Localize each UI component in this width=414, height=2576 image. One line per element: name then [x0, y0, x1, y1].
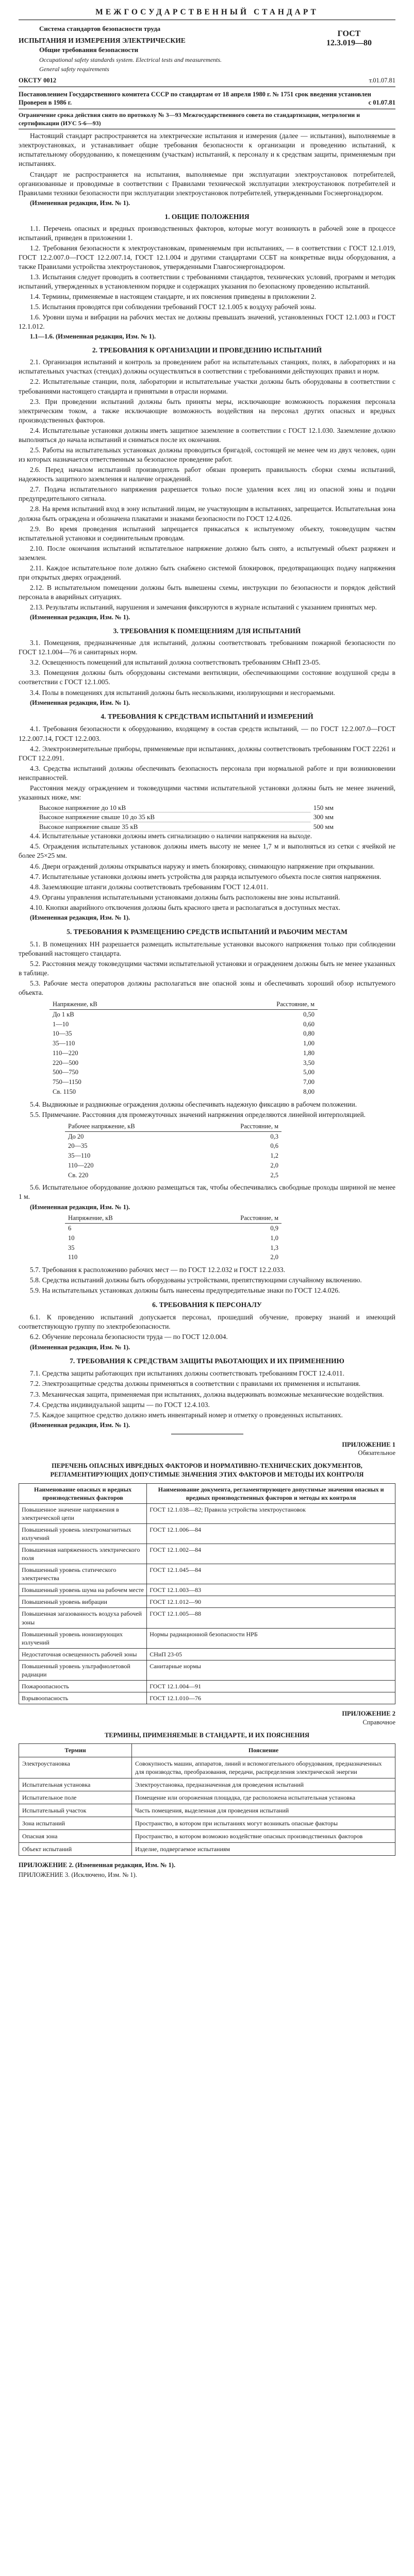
table-cell-label: Повышенный уровень ультрафиолетовой радиации [19, 1660, 147, 1680]
table-cell-label: Недостаточная освещенность рабочей зоны [19, 1648, 147, 1660]
section-paragraph: 4.8. Заземляющие штанги должны соответствовать требованиям ГОСТ 12.4.011. [30, 883, 269, 891]
table-cell-label: Повышенный уровень ионизирующих излучений [19, 1628, 147, 1648]
section-paragraph: 5.7. Требования к расположению рабочих мест — по ГОСТ 12.2.032 и ГОСТ 12.2.033. [30, 1266, 285, 1274]
section-7-body [19, 1369, 395, 1429]
table-row [65, 1151, 281, 1161]
standard-band: МЕЖГОСУДАРСТВЕННЫЙ СТАНДАРТ [19, 7, 395, 20]
section-paragraph: 6.1. К проведению испытаний допускается персонал, прошедший обучение, проверку знаний и имеющий соответствующую группу по электробезопасности. [19, 1313, 395, 1331]
amendment-note: (Измененная редакция, Изм. № 1). [30, 699, 130, 706]
validity-label: Проверен в 1986 г. [19, 99, 72, 107]
table-cell-label: 35—110 [68, 1152, 91, 1160]
header-left [19, 24, 303, 73]
distances-intro: Расстояния между ограждением и токоведущими частями испытательной установки должны быть не менее значений, указанных ниже, мм: [19, 784, 395, 801]
table-cell-value: ГОСТ 12.1.006—84 [147, 1523, 395, 1544]
section-paragraph: 2.12. В испытательном помещении должны быть вывешены схемы, инструкции по безопасности и порядок действий персонала в аварийных ситуациях. [19, 584, 395, 601]
section-paragraph: 2.6. Перед началом испытаний производитель работ обязан проверить правильность сборки схемы испытаний, надежность защитного заземления и наличие ограждений. [19, 466, 395, 483]
section-2-body [19, 358, 395, 622]
table-cell-value: 1,2 [270, 1152, 278, 1160]
table-row [19, 1523, 395, 1544]
section-paragraph: 2.8. На время испытаний вход в зону испытаний лицам, не участвующим в испытаниях, запрещается. Испытательная зона должна быть ограждена и обозначена плакатами и знаками безопасности по ГОСТ 12.4.026. [19, 505, 395, 522]
table-header: Наименование документа, регламентирующего допустимые значения опасных и вредных производственных факторов и методы их контроля [147, 1483, 395, 1503]
table-cell-value: Помещение или огороженная площадка, где расположена испытательная установка [132, 1791, 395, 1804]
table-header: Наименование опасных и вредных производственных факторов [19, 1483, 147, 1503]
table-cell-label: Объект испытаний [19, 1843, 132, 1856]
appendix-amendment-note: ПРИЛОЖЕНИЕ 2. (Измененная редакция, Изм. № 1). [19, 1861, 176, 1869]
section-paragraph: 4.6. Двери ограждений должны открываться наружу и иметь блокировку, снимающую напряжение при открывании. [30, 862, 375, 870]
table-row [19, 1503, 395, 1523]
section-paragraph: 2.2. Испытательные станции, поля, лаборатории и испытательные участки должны быть оборудованы в соответствии с требованиями настоящего стандарта и принятыми в отрасли нормами. [19, 378, 395, 395]
section-paragraph: 3.2. Освещенность помещений для испытаний должна соответствовать требованиям СНиП 23-05. [30, 658, 321, 667]
distances-list [19, 803, 395, 832]
section-title: 4. ТРЕБОВАНИЯ К СРЕДСТВАМ ИСПЫТАНИЙ И ИЗМЕРЕНИЙ [101, 713, 313, 721]
amendment-note: (Измененная редакция, Изм. № 1). [30, 614, 130, 621]
table-row [19, 1564, 395, 1584]
section-title: 6. ТРЕБОВАНИЯ К ПЕРСОНАЛУ [152, 1301, 262, 1309]
distance-table-3 [65, 1213, 281, 1262]
amendment-note: 1.1—1.6. (Измененная редакция, Изм. № 1). [30, 333, 156, 341]
table-row [19, 1791, 395, 1804]
table-row [19, 1843, 395, 1856]
section-6-body [19, 1313, 395, 1351]
gost-designation [303, 24, 395, 48]
table-row [19, 1596, 395, 1608]
distance-label: Высокое напряжение свыше 35 кВ [39, 822, 310, 832]
table-cell-label: Пожароопасность [19, 1681, 147, 1692]
table-cell-value: 0,50 [303, 1010, 314, 1018]
table-cell-label: 10 [68, 1234, 75, 1242]
section-paragraph: 2.9. Во время проведения испытаний запрещается прикасаться к испытуемому объекту, токоведущим частям испытательной установки и соединительным проводам. [19, 524, 395, 542]
decree-text: Постановлением Государственного комитета СССР по стандартам от 18 апреля 1980 г. № 1751 срок введения установлен [19, 90, 371, 98]
table-cell-value: Нормы радиационной безопасности НРБ [147, 1628, 395, 1648]
section-paragraph: 2.3. При проведении испытаний должны быть приняты меры, исключающие возможность поражения персонала электрическим током, а также исключающие возможность воздействия на персонал других опасных и вредных производственных факторов. [19, 397, 395, 424]
table-row [65, 1141, 281, 1151]
section-paragraph: 5.1. В помещениях НН разрешается размещать испытательные установки высокого напряжения только при соблюдении требований настоящего стандарта. [19, 940, 395, 957]
section-paragraph: 4.1. Требования безопасности к оборудованию, входящему в состав средств испытаний, — по ГОСТ 12.2.007.0—ГОСТ 12.2.007.14, ГОСТ 12.2.003. [19, 725, 395, 742]
table-cell-value: СНиП 23-05 [147, 1648, 395, 1660]
intro-paragraph: Стандарт не распространяется на испытания, выполняемые при эксплуатации электроустановок потребителей, организованные и проводимые в соответствии с Правилами технической эксплуатации электроустановок потребителей и Правилами техники безопасности при эксплуатации электроустановок потребителей, утвержденными Госэнергонадзором. [19, 170, 395, 197]
table-cell-value: 8,00 [303, 1088, 314, 1095]
okstu-label: ОКСТУ 0012 [19, 76, 57, 84]
section-paragraph: 1.6. Уровни шума и вибрации на рабочих местах не должны превышать значений, установленных ГОСТ 12.1.003 и ГОСТ 12.1.012. [19, 313, 395, 331]
table-row [49, 1077, 318, 1087]
table-cell-label: Повышенный уровень статического электричества [19, 1564, 147, 1584]
table-row [19, 1648, 395, 1660]
appendix-1-label: ПРИЛОЖЕНИЕ 1 [342, 1440, 395, 1448]
table-row [65, 1224, 281, 1233]
section-paragraph: 4.9. Органы управления испытательными установками должны быть расположены вне зоны испытаний. [30, 893, 340, 901]
appendix-2-status: Справочное [362, 1718, 395, 1726]
table-row [49, 1048, 318, 1058]
appendix-1-title: ПЕРЕЧЕНЬ ОПАСНЫХ ИВРЕДНЫХ ФАКТОРОВ И НОРМАТИВНО-ТЕХНИЧЕСКИХ ДОКУМЕНТОВ, РЕГЛАМЕНТИРУЮЩИХ ДОПУСТИМЫЕ ЗНАЧЕНИЯ ЭТИХ ФАКТОРОВ И МЕТОДЫ ИХ КОНТРОЛЯ [50, 1462, 364, 1478]
table-header: Расстояние, м [181, 1213, 281, 1223]
table-row [49, 1029, 318, 1039]
table-row [49, 1009, 318, 1019]
table-cell-value: Санитарные нормы [147, 1660, 395, 1680]
table-cell-label: Повышенный уровень шума на рабочем месте [19, 1584, 147, 1596]
okstu-line [19, 75, 395, 87]
table-cell-label: 110 [68, 1253, 78, 1261]
section-paragraph: 4.7. Испытательные установки должны иметь устройства для разряда испытуемого объекта после снятия напряжения. [30, 872, 382, 880]
table-row [19, 1804, 395, 1817]
table-cell-value: ГОСТ 12.1.005—88 [147, 1608, 395, 1628]
table-row [65, 1252, 281, 1262]
table-cell-label: Повышенный уровень вибрации [19, 1596, 147, 1608]
distance-table-2 [65, 1122, 281, 1180]
table-row [49, 1087, 318, 1097]
table-header: Расстояние, м [265, 999, 318, 1009]
table-row [19, 1628, 395, 1648]
amendment-note: (Измененная редакция, Изм. № 1). [30, 199, 130, 207]
section-paragraph: 2.13. Результаты испытаний, нарушения и замечания фиксируются в журнале испытаний с указанием принятых мер. [30, 603, 377, 612]
table-cell-value: Часть помещения, выделенная для проведения испытаний [132, 1804, 395, 1817]
section-paragraph: 3.3. Помещения должны быть оборудованы системами вентиляции, обеспечивающими состояние воздушной среды в соответствии с ГОСТ 12.1.005. [19, 669, 395, 686]
table-cell-label: 20—35 [68, 1142, 88, 1150]
table-cell-value: 0,3 [270, 1132, 278, 1140]
table-cell-value: 1,3 [270, 1244, 278, 1251]
document-title: ИСПЫТАНИЯ И ИЗМЕРЕНИЯ ЭЛЕКТРИЧЕСКИЕ [19, 37, 186, 45]
section-paragraph: 4.3. Средства испытаний должны обеспечивать безопасность персонала при нормальной работе и при возникновении неисправностей. [19, 764, 395, 782]
section-paragraph: 5.3. Рабочие места операторов должны располагаться вне опасной зоны и обеспечивать хороший обзор испытуемого объекта. [19, 979, 395, 997]
distance-label: Высокое напряжение до 10 кВ [39, 803, 310, 812]
table-cell-label: Св. 1150 [53, 1088, 76, 1095]
table-cell-label: Повышенный уровень электромагнитных излучений [19, 1523, 147, 1544]
distance-label: Высокое напряжение свыше 10 до 35 кВ [39, 812, 310, 822]
section-paragraph: 7.4. Средства индивидуальной защиты — по ГОСТ 12.4.103. [30, 1400, 210, 1409]
table-cell-label: Повышенная загазованность воздуха рабочей зоны [19, 1608, 147, 1628]
english-title-1: Occupational safety standards system. Electrical tests and measurements. [39, 56, 222, 63]
table-row [65, 1171, 281, 1180]
table-cell-label: Взрывоопасность [19, 1692, 147, 1704]
section-paragraph: 5.9. На испытательных установках должны быть нанесены предупредительные знаки по ГОСТ 12.4.026. [30, 1286, 340, 1295]
section-paragraph: 5.5. Примечание. Расстояния для промежуточных значений напряжения определяются линейной интерполяцией. [30, 1110, 366, 1118]
table-cell-value: ГОСТ 12.1.004—91 [147, 1681, 395, 1692]
section-title: 1. ОБЩИЕ ПОЛОЖЕНИЯ [164, 212, 250, 221]
okstu-code: т.01.07.81 [369, 76, 395, 84]
table-cell-value: ГОСТ 12.1.002—84 [147, 1544, 395, 1564]
amendment-note: (Измененная редакция, Изм. № 1). [30, 1343, 130, 1351]
table-row [49, 1058, 318, 1068]
section-paragraph: 5.4. Выдвижные и раздвижные ограждения должны обеспечивать надежную фиксацию в рабочем положении. [30, 1100, 357, 1108]
table-cell-label: Электроустановка [19, 1757, 132, 1778]
table-cell-value: 1,80 [303, 1049, 314, 1057]
english-title-2: General safety requirements [39, 65, 109, 73]
section-paragraph: 1.4. Термины, применяемые в настоящем стандарте, и их пояснения приведены в приложении 2. [30, 293, 317, 301]
table-cell-value: 1,0 [270, 1234, 278, 1242]
section-paragraph: 2.1. Организация испытаний и контроль за проведением работ на испытательных станциях, полях, в лабораториях и на испытательных участках (стендах) должны осуществляться в соответствии с требованиями действующих правил и норм. [19, 358, 395, 376]
table-header: Пояснение [132, 1744, 395, 1757]
distance-value: 300 мм [313, 813, 334, 821]
section-paragraph: 7.3. Механическая защита, применяемая при испытаниях, должна выдерживать возможные механические воздействия. [30, 1390, 384, 1398]
table-cell-label: Повышенная напряженность электрического поля [19, 1544, 147, 1564]
section-paragraph: 4.2. Электроизмерительные приборы, применяемые при испытаниях, должны соответствовать требованиям ГОСТ 22261 и ГОСТ 12.2.091. [19, 744, 395, 762]
section-paragraph: 5.2. Расстояния между токоведущими частями испытательной установки и ограждением должны быть не менее указанных в таблице. [19, 959, 395, 977]
document-subtitle: Общие требования безопасности [39, 46, 139, 54]
table-row [65, 1243, 281, 1253]
standards-system: Система стандартов безопасности труда [39, 24, 161, 32]
table-cell-value: 0,9 [270, 1225, 278, 1232]
table-cell-value: ГОСТ 12.1.012—90 [147, 1596, 395, 1608]
section-paragraph: 4.10. Кнопки аварийного отключения должны быть красного цвета и располагаться в доступных местах. [30, 903, 341, 911]
table-cell-value: 2,5 [270, 1171, 278, 1179]
distance-row [19, 822, 395, 832]
table-cell-value: Пространство, в котором при испытаниях могут возникать опасные факторы [132, 1817, 395, 1829]
table-cell-value: 0,6 [270, 1142, 278, 1150]
validity-note: Ограничение срока действия снято по протоколу № 3—93 Межгосударственного совета по стандартизации, метрологии и сертификации (ИУС 5-6—93) [19, 109, 395, 129]
table-row [49, 1067, 318, 1077]
table-cell-label: Испытательный участок [19, 1804, 132, 1817]
section-paragraph: 1.5. Испытания проводятся при соблюдении требований ГОСТ 12.1.005 к воздуху рабочей зоны. [30, 303, 317, 311]
table-row [49, 1020, 318, 1029]
table-cell-label: 750—1150 [53, 1078, 81, 1086]
gost-label: ГОСТ [337, 29, 361, 38]
section-paragraph: 5.6. Испытательное оборудование должно размещаться так, чтобы обеспечивались свободные проходы шириной не менее 1 м. [19, 1183, 395, 1201]
section-paragraph: 2.10. После окончания испытаний испытательное напряжение должно быть снято, а испытуемый объект разряжен и заземлен. [19, 544, 395, 562]
table-cell-value: Электроустановка, предназначенная для проведения испытаний [132, 1778, 395, 1791]
table-cell-value: ГОСТ 12.1.010—76 [147, 1692, 395, 1704]
table-cell-value: ГОСТ 12.1.003—83 [147, 1584, 395, 1596]
table-cell-label: До 1 кВ [53, 1010, 74, 1018]
distance-value: 150 мм [313, 804, 334, 812]
distance-row [19, 803, 395, 812]
table-cell-label: 10—35 [53, 1030, 72, 1038]
table-cell-label: 1—10 [53, 1020, 69, 1028]
table-cell-label: Св. 220 [68, 1171, 89, 1179]
table-header: Напряжение, кВ [49, 999, 265, 1009]
distance-value: 500 мм [313, 822, 334, 831]
table-cell-label: Зона испытаний [19, 1817, 132, 1829]
distance-row [19, 812, 395, 822]
table-cell-value: 2,0 [270, 1161, 278, 1169]
table-header: Расстояние, м [200, 1122, 281, 1131]
table-row [19, 1692, 395, 1704]
table-cell-value: 0,80 [303, 1030, 314, 1038]
table-cell-label: До 20 [68, 1132, 84, 1140]
table-cell-value: 7,00 [303, 1078, 314, 1086]
table-cell-label: 500—750 [53, 1069, 78, 1076]
section-paragraph: 7.2. Электрозащитные средства должны применяться в соответствии с правилами их применения и испытания. [30, 1380, 361, 1388]
table-cell-label: 35—110 [53, 1040, 75, 1047]
gost-number: 12.3.019—80 [326, 39, 372, 48]
table-cell-value: Совокупность машин, аппаратов, линий и вспомогательного оборудования, предназначенных для производства, преобразования, передачи, распределения электрической энергии [132, 1757, 395, 1778]
amendment-note: (Измененная редакция, Изм. № 1). [30, 1421, 130, 1429]
appendix-2-title: ТЕРМИНЫ, ПРИМЕНЯЕМЫЕ В СТАНДАРТЕ, И ИХ ПОЯСНЕНИЯ [104, 1731, 310, 1739]
table-cell-label: Опасная зона [19, 1829, 132, 1842]
table-cell-label: 35 [68, 1244, 75, 1251]
table-cell-label: 220—500 [53, 1059, 78, 1066]
intro-paragraph: Настоящий стандарт распространяется на электрические испытания и измерения (далее — испытания), выполняемые в электроустановках, и устанавливает общие требования безопасности к организации и проведению испытаний, к испытательному оборудованию, к помещениям (участкам) испытаний, к персоналу и к средствам защиты, применяемым при испытаниях. [19, 132, 395, 168]
distance-table-1 [49, 999, 318, 1097]
table-row [19, 1778, 395, 1791]
table-cell-label: 110—220 [53, 1049, 78, 1057]
amendment-note: (Измененная редакция, Изм. № 1). [30, 913, 130, 921]
table-cell-label: Повышенное значение напряжения в электрической цепи [19, 1503, 147, 1523]
section-paragraph: 1.2. Требования безопасности к электроустановкам, применяемым при испытаниях, — в соответствии с ГОСТ 12.1.019, ГОСТ 12.2.007.0—ГОСТ 12.2.007.14, ГОСТ 12.1.004 и другими стандартами ССБТ на конкретные виды оборудования, а также Правилами устройства электроустановок, утвержденными Главгосэнергонадзором. [19, 244, 395, 270]
table-cell-label: Испытательное поле [19, 1791, 132, 1804]
section-paragraph: 1.3. Испытания следует проводить в соответствии с требованиями стандартов, технических условий, программ и методик испытаний, утвержденных в установленном порядке и содержащих указания по безопасному проведению испытаний. [19, 273, 395, 291]
table-header: Напряжение, кВ [65, 1213, 181, 1223]
table-row [19, 1757, 395, 1778]
table-cell-label: 110—220 [68, 1161, 94, 1169]
table-row [49, 1039, 318, 1048]
section-paragraph: 2.11. Каждое испытательное поле должно быть снабжено системой блокировок, предотвращающих подачу напряжения при открытых дверях ограждений. [19, 564, 395, 581]
section-paragraph: 4.4. Испытательные установки должны иметь сигнализацию о наличии напряжения на выходе. [30, 832, 312, 840]
table-cell-value: ГОСТ 12.1.045—84 [147, 1564, 395, 1584]
section-title: 7. ТРЕБОВАНИЯ К СРЕДСТВАМ ЗАЩИТЫ РАБОТАЮЩИХ И ИХ ПРИМЕНЕНИЮ [70, 1357, 344, 1365]
table-header: Рабочее напряжение, кВ [65, 1122, 200, 1131]
table-row [19, 1660, 395, 1680]
table-header: Термин [19, 1744, 132, 1757]
section-5-body [19, 940, 395, 1296]
section-paragraph: 6.2. Обучение персонала безопасности труда — по ГОСТ 12.0.004. [30, 1333, 228, 1341]
table-cell-value: Изделие, подвергаемое испытаниям [132, 1843, 395, 1856]
section-title: 2. ТРЕБОВАНИЯ К ОРГАНИЗАЦИИ И ПРОВЕДЕНИЮ ИСПЫТАНИЙ [92, 346, 322, 354]
section-paragraph: 5.8. Средства испытаний должны быть оборудованы устройствами, препятствующими случайному включению. [30, 1276, 362, 1284]
section-title: 5. ТРЕБОВАНИЯ К РАЗМЕЩЕНИЮ СРЕДСТВ ИСПЫТАНИЙ И РАБОЧИМ МЕСТАМ [67, 927, 347, 936]
appendix-1-status: Обязательное [358, 1449, 395, 1457]
section-paragraph: 3.4. Полы в помещениях для испытаний должны быть нескользкими, изолирующими и несгораемыми. [30, 688, 335, 697]
table-row [65, 1233, 281, 1243]
table-cell-label: 6 [68, 1225, 72, 1232]
table-cell-value: 0,60 [303, 1020, 314, 1028]
section-paragraph: 1.1. Перечень опасных и вредных производственных факторов, которые могут возникнуть в рабочей зоне в процессе испытаний, приведен в приложении 1. [19, 224, 395, 242]
validity-date: с 01.07.81 [368, 99, 395, 107]
table-row [65, 1131, 281, 1141]
section-3-body [19, 638, 395, 707]
table-row [19, 1584, 395, 1596]
table-row [19, 1817, 395, 1829]
divider [171, 1434, 243, 1435]
table-cell-value: 3,50 [303, 1059, 314, 1066]
section-paragraph: 7.5. Каждое защитное средство должно иметь инвентарный номер и отметку о проведенных испытаниях. [30, 1411, 343, 1419]
section-1-body [19, 224, 395, 342]
terms-table [19, 1743, 395, 1856]
section-paragraph: 2.5. Работы на испытательных установках должны проводиться бригадой, состоящей не менее чем из двух человек, один из которых назначается ответственным за безопасное проведение работ. [19, 446, 395, 464]
appendix-3-note: ПРИЛОЖЕНИЕ 3. (Исключено, Изм. № 1). [19, 1871, 137, 1878]
table-cell-value: ГОСТ 12.1.038—82; Правила устройства электроустановок [147, 1503, 395, 1523]
table-row [19, 1681, 395, 1692]
section-paragraph: 4.5. Ограждения испытательных установок должны иметь высоту не менее 1,7 м и выполняться из сетки с ячейкой не более 25×25 мм. [19, 842, 395, 860]
hazards-table [19, 1483, 395, 1705]
section-paragraph: 7.1. Средства защиты работающих при испытаниях должны соответствовать требованиям ГОСТ 12.4.011. [30, 1369, 345, 1378]
appendix-2-label: ПРИЛОЖЕНИЕ 2 [342, 1710, 395, 1718]
section-4-body [19, 724, 395, 922]
section-paragraph: 3.1. Помещения, предназначенные для испытаний, должны соответствовать требованиям пожарной безопасности по ГОСТ 12.1.004—76 и санитарных норм. [19, 639, 395, 656]
table-cell-value: Пространство, в котором возможно воздействие опасных производственных факторов [132, 1829, 395, 1842]
section-title: 3. ТРЕБОВАНИЯ К ПОМЕЩЕНИЯМ ДЛЯ ИСПЫТАНИЙ [113, 627, 301, 635]
table-cell-value: 1,00 [303, 1040, 314, 1047]
table-row [19, 1544, 395, 1564]
table-row [19, 1608, 395, 1628]
table-row [65, 1161, 281, 1171]
document-header [19, 24, 395, 73]
validity-line [19, 98, 395, 109]
table-cell-value: 5,00 [303, 1069, 314, 1076]
table-cell-label: Испытательная установка [19, 1778, 132, 1791]
section-paragraph: 2.4. Испытательные установки должны иметь защитное заземление в соответствии с ГОСТ 12.1.030. Заземление должно выполняться до начала испытаний и сниматься после их окончания. [19, 426, 395, 444]
amendment-note: (Измененная редакция, Изм. № 1). [30, 1203, 130, 1211]
table-cell-value: 2,0 [270, 1253, 278, 1261]
section-paragraph: 2.7. Подача испытательного напряжения разрешается только после удаления всех лиц из опасной зоны и подачи предупредительного сигнала. [19, 485, 395, 503]
table-row [19, 1829, 395, 1842]
